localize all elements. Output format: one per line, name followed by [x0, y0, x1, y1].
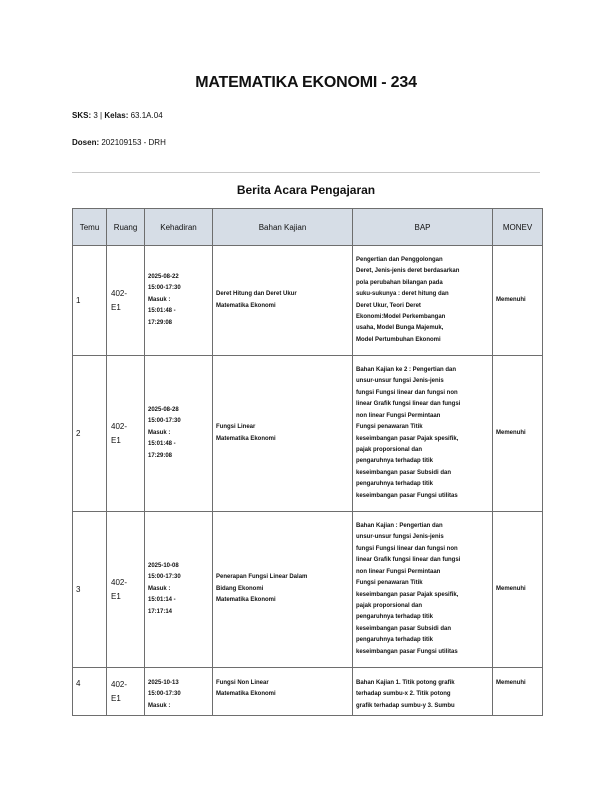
bap-line: keseimbangan pasar Pajak spesifik, — [356, 435, 459, 442]
kehadiran-line: 15:00-17:30 — [148, 691, 181, 698]
header-monev: MONEV — [493, 209, 543, 246]
monev-status: Memenuhi — [496, 296, 526, 303]
kehadiran-line: 2025-10-08 — [148, 562, 179, 569]
kehadiran-line: 15:00-17:30 — [148, 574, 181, 581]
cell-temu — [73, 512, 107, 668]
header-kehadiran: Kehadiran — [145, 209, 213, 246]
bap-line: Deret Ukur, Teori Deret — [356, 302, 421, 309]
bap-line: pengaruhnya terhadap titik — [356, 458, 434, 465]
header-temu: Temu — [73, 209, 107, 246]
temu-value: 2 — [76, 428, 81, 438]
cell-bahan-kajian — [213, 668, 353, 716]
cell-monev — [493, 512, 543, 668]
kehadiran-line: 2025-10-13 — [148, 680, 179, 686]
meta-sks-kelas — [72, 111, 163, 120]
header-ruang: Ruang — [107, 209, 145, 246]
table-header-row — [73, 209, 543, 246]
bap-line: pengaruhnya terhadap titik — [356, 614, 434, 621]
bap-table — [72, 208, 543, 716]
dosen-value: 202109153 - DRH — [101, 138, 166, 147]
ruang-line: 402- — [111, 288, 128, 298]
bap-line: unsur-unsur fungsi Jenis-jenis — [356, 534, 444, 541]
kehadiran-line: 15:01:14 - — [148, 597, 176, 604]
bap-line: Bahan Kajian 1. Titik potong grafik — [356, 680, 455, 686]
cell-temu — [73, 246, 107, 356]
cell-bap — [353, 512, 493, 668]
cell-ruang — [107, 246, 145, 356]
ruang-line: 402- — [111, 680, 128, 689]
cell-kehadiran — [145, 246, 213, 356]
bap-line: terhadap sumbu-x 2. Titik potong — [356, 691, 451, 698]
bap-line: Pengertian dan Penggolongan — [356, 256, 443, 263]
bap-line: unsur-unsur fungsi Jenis-jenis — [356, 378, 444, 385]
kehadiran-line: 2025-08-28 — [148, 406, 179, 413]
sks-value: 3 — [93, 111, 98, 120]
cell-bahan-kajian — [213, 246, 353, 356]
cell-kehadiran — [145, 356, 213, 512]
kelas-label: Kelas: — [104, 111, 129, 120]
cell-temu — [73, 356, 107, 512]
bap-line: keseimbangan pasar Subsidi dan — [356, 469, 452, 476]
bap-line: Deret, Jenis-jenis deret berdasarkan — [356, 268, 460, 275]
cell-monev — [493, 246, 543, 356]
bahan-line: Matematika Ekonomi — [216, 302, 276, 309]
temu-value: 4 — [76, 679, 81, 688]
bahan-line: Matematika Ekonomi — [216, 597, 276, 604]
ruang-line: 402- — [111, 577, 128, 587]
bap-line: Fungsi penawaran Titik — [356, 580, 423, 587]
cell-bahan-kajian — [213, 512, 353, 668]
bap-line: suku-sukunya : deret hitung dan — [356, 291, 449, 298]
cell-monev — [493, 356, 543, 512]
cell-temu — [73, 668, 107, 716]
bap-line: pola perubahan bilangan pada — [356, 279, 443, 286]
ruang-line: E1 — [111, 591, 121, 601]
bahan-line: Bidang Ekonomi — [216, 585, 264, 592]
bap-line: usaha, Model Bunga Majemuk, — [356, 325, 444, 332]
ruang-line: E1 — [111, 694, 121, 703]
bap-line: non linear Fungsi Permintaan — [356, 412, 441, 419]
bap-line: Fungsi penawaran Titik — [356, 424, 423, 431]
ruang-line: 402- — [111, 421, 128, 431]
bahan-line: Matematika Ekonomi — [216, 691, 276, 698]
bap-line: Ekonomi:Model Perkembangan — [356, 313, 446, 320]
bap-line: fungsi Fungsi linear dan fungsi non — [356, 545, 458, 552]
kehadiran-line: 17:29:08 — [148, 319, 173, 326]
ruang-line: E1 — [111, 302, 121, 312]
cell-ruang — [107, 356, 145, 512]
bap-line: pajak proporsional dan — [356, 602, 423, 609]
kehadiran-line: Masuk : — [148, 702, 171, 709]
bap-line: keseimbangan pasar Fungsi utilitas — [356, 648, 458, 655]
kehadiran-line: 15:00-17:30 — [148, 418, 181, 425]
bap-line: fungsi Fungsi linear dan fungsi non — [356, 389, 458, 396]
kehadiran-line: 17:29:08 — [148, 452, 173, 459]
cell-ruang — [107, 512, 145, 668]
bap-line: non linear Fungsi Permintaan — [356, 568, 441, 575]
meta-separator: | — [100, 111, 103, 120]
cell-monev — [493, 668, 543, 716]
kehadiran-line: Masuk : — [148, 585, 171, 592]
cell-bap — [353, 668, 493, 716]
table-row — [73, 668, 543, 716]
bahan-line: Fungsi Non Linear — [216, 680, 269, 686]
kehadiran-line: 15:00-17:30 — [148, 285, 181, 292]
ruang-line: E1 — [111, 435, 121, 445]
bap-line: keseimbangan pasar Subsidi dan — [356, 625, 452, 632]
table-row — [73, 512, 543, 668]
header-bap: BAP — [353, 209, 493, 246]
bap-line: Bahan Kajian : Pengertian dan — [356, 523, 443, 530]
header-bahan-kajian: Bahan Kajian — [213, 209, 353, 246]
bap-line: pengaruhnya terhadap titik — [356, 481, 434, 488]
bap-line: keseimbangan pasar Pajak spesifik, — [356, 591, 459, 598]
bahan-line: Penerapan Fungsi Linear Dalam — [216, 574, 308, 581]
kehadiran-line: 17:17:14 — [148, 608, 173, 615]
bap-line: linear Grafik fungsi linear dan fungsi — [356, 401, 461, 408]
kehadiran-line: Masuk : — [148, 429, 171, 436]
header-divider — [72, 172, 540, 173]
course-title: MATEMATIKA EKONOMI - 234 — [195, 74, 417, 91]
cell-bahan-kajian — [213, 356, 353, 512]
cell-kehadiran — [145, 668, 213, 716]
table-row — [73, 246, 543, 356]
bahan-line: Fungsi Linear — [216, 424, 256, 431]
section-title: Berita Acara Pengajaran — [236, 183, 376, 197]
kelas-value: 63.1A.04 — [130, 111, 163, 120]
kehadiran-line: 15:01:48 - — [148, 308, 176, 315]
dosen-label: Dosen: — [72, 138, 100, 147]
bap-line: pengaruhnya terhadap titik — [356, 637, 434, 644]
bap-line: Model Pertumbuhan Ekonomi — [356, 336, 441, 343]
cell-kehadiran — [145, 512, 213, 668]
cell-ruang — [107, 668, 145, 716]
table-row — [73, 356, 543, 512]
kehadiran-line: 15:01:48 - — [148, 441, 176, 448]
sks-label: SKS: — [72, 111, 92, 120]
temu-value: 1 — [76, 295, 81, 305]
bahan-line: Deret Hitung dan Deret Ukur — [216, 291, 297, 298]
monev-status: Memenuhi — [496, 585, 526, 592]
temu-value: 3 — [76, 584, 81, 594]
cell-bap — [353, 246, 493, 356]
bap-line: pajak proporsional dan — [356, 446, 423, 453]
kehadiran-line: 2025-08-22 — [148, 273, 179, 280]
bap-line: keseimbangan pasar Fungsi utilitas — [356, 492, 458, 499]
cell-bap — [353, 356, 493, 512]
kehadiran-line: Masuk : — [148, 296, 171, 303]
monev-status: Memenuhi — [496, 680, 526, 686]
bap-line: linear Grafik fungsi linear dan fungsi — [356, 557, 461, 564]
monev-status: Memenuhi — [496, 429, 526, 436]
bap-line: grafik terhadap sumbu-y 3. Sumbu — [356, 702, 455, 709]
bahan-line: Matematika Ekonomi — [216, 435, 276, 442]
meta-dosen — [72, 138, 166, 147]
bap-line: Bahan Kajian ke 2 : Pengertian dan — [356, 367, 457, 374]
